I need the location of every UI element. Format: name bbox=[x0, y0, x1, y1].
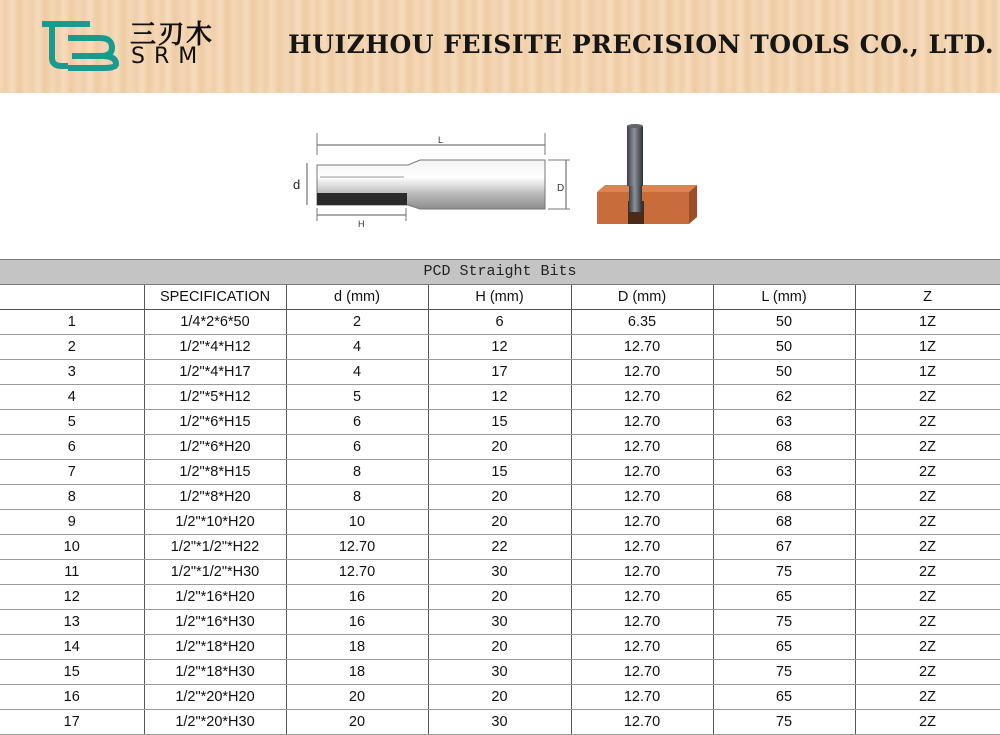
table-cell: 1/2"*16*H30 bbox=[144, 610, 286, 635]
logo-english-text: SRM bbox=[131, 44, 207, 69]
srm-logo-icon bbox=[38, 18, 122, 72]
table-cell: 2Z bbox=[855, 610, 1000, 635]
table-cell: 75 bbox=[713, 610, 855, 635]
table-cell: 1/2"*5*H12 bbox=[144, 385, 286, 410]
company-name: HUIZHOU FEISITE PRECISION TOOLS CO., LTD. bbox=[288, 30, 995, 59]
table-cell: 1Z bbox=[855, 335, 1000, 360]
table-cell: 12.70 bbox=[571, 335, 713, 360]
table-cell: 63 bbox=[713, 460, 855, 485]
table-row bbox=[0, 560, 1000, 585]
table-cell: 16 bbox=[0, 685, 144, 710]
table-cell: 2Z bbox=[855, 660, 1000, 685]
table-cell: 20 bbox=[428, 635, 571, 660]
table-cell: 1/2"*20*H30 bbox=[144, 710, 286, 735]
table-row bbox=[0, 385, 1000, 410]
table-cell: 15 bbox=[428, 410, 571, 435]
table-cell: 17 bbox=[0, 710, 144, 735]
table-cell: 13 bbox=[0, 610, 144, 635]
table-cell: 12.70 bbox=[571, 510, 713, 535]
table-cell: 5 bbox=[0, 410, 144, 435]
table-cell: 12.70 bbox=[571, 560, 713, 585]
table-cell: 2 bbox=[0, 335, 144, 360]
table-cell: 17 bbox=[428, 360, 571, 385]
table-cell: 12.70 bbox=[571, 660, 713, 685]
table-cell: 12.70 bbox=[571, 635, 713, 660]
table-cell: 2Z bbox=[855, 485, 1000, 510]
table-cell: 1/2"*20*H20 bbox=[144, 685, 286, 710]
table-cell: 1/2"*8*H15 bbox=[144, 460, 286, 485]
table-cell: 12.70 bbox=[571, 585, 713, 610]
table-row bbox=[0, 685, 1000, 710]
table-cell: 2Z bbox=[855, 585, 1000, 610]
table-cell: 2Z bbox=[855, 385, 1000, 410]
dim-label-d: d bbox=[293, 177, 301, 192]
table-row bbox=[0, 710, 1000, 735]
table-cell: 50 bbox=[713, 310, 855, 335]
table-cell: 12 bbox=[0, 585, 144, 610]
table-cell: 2 bbox=[286, 310, 428, 335]
table-cell: 16 bbox=[286, 585, 428, 610]
column-header bbox=[0, 285, 144, 310]
table-cell: 30 bbox=[428, 660, 571, 685]
table-cell: 4 bbox=[286, 360, 428, 385]
table-cell: 2Z bbox=[855, 435, 1000, 460]
table-cell: 20 bbox=[428, 585, 571, 610]
table-cell: 1/2"*1/2"*H30 bbox=[144, 560, 286, 585]
table-cell: 12.70 bbox=[571, 710, 713, 735]
table-cell: 1 bbox=[0, 310, 144, 335]
table-cell: 75 bbox=[713, 660, 855, 685]
table-cell: 2Z bbox=[855, 510, 1000, 535]
table-cell: 1/2"*4*H17 bbox=[144, 360, 286, 385]
table-title: PCD Straight Bits bbox=[0, 259, 1000, 285]
column-header: SPECIFICATION bbox=[144, 285, 286, 310]
table-cell: 2Z bbox=[855, 685, 1000, 710]
table-row bbox=[0, 410, 1000, 435]
table-cell: 20 bbox=[428, 510, 571, 535]
table-cell: 75 bbox=[713, 710, 855, 735]
table-cell: 1/2"*16*H20 bbox=[144, 585, 286, 610]
table-cell: 2Z bbox=[855, 535, 1000, 560]
table-cell: 12 bbox=[428, 335, 571, 360]
table-cell: 1/2"*18*H20 bbox=[144, 635, 286, 660]
table-cell: 3 bbox=[0, 360, 144, 385]
table-cell: 15 bbox=[0, 660, 144, 685]
table-cell: 12.70 bbox=[571, 685, 713, 710]
table-cell: 12.70 bbox=[286, 535, 428, 560]
table-row bbox=[0, 510, 1000, 535]
table-cell: 15 bbox=[428, 460, 571, 485]
table-cell: 2Z bbox=[855, 635, 1000, 660]
logo-chinese-text: 三刃木 bbox=[130, 20, 215, 50]
table-row bbox=[0, 485, 1000, 510]
table-cell: 1/2"*6*H20 bbox=[144, 435, 286, 460]
table-cell: 7 bbox=[0, 460, 144, 485]
table-cell: 6 bbox=[0, 435, 144, 460]
table-cell: 10 bbox=[0, 535, 144, 560]
table-cell: 2Z bbox=[855, 410, 1000, 435]
table-cell: 12.70 bbox=[571, 385, 713, 410]
table-cell: 12.70 bbox=[571, 460, 713, 485]
table-cell: 65 bbox=[713, 585, 855, 610]
table-cell: 1/2"*18*H30 bbox=[144, 660, 286, 685]
table-cell: 1/2"*4*H12 bbox=[144, 335, 286, 360]
spec-table bbox=[0, 285, 1000, 735]
dim-label-L: L bbox=[438, 135, 444, 145]
table-cell: 11 bbox=[0, 560, 144, 585]
table-cell: 8 bbox=[286, 460, 428, 485]
table-row bbox=[0, 435, 1000, 460]
table-cell: 22 bbox=[428, 535, 571, 560]
table-cell: 30 bbox=[428, 710, 571, 735]
table-cell: 2Z bbox=[855, 710, 1000, 735]
table-cell: 12.70 bbox=[571, 410, 713, 435]
table-cell: 12 bbox=[428, 385, 571, 410]
table-cell: 1Z bbox=[855, 360, 1000, 385]
dim-label-D: D bbox=[557, 183, 565, 194]
table-row bbox=[0, 610, 1000, 635]
table-cell: 1/2"*10*H20 bbox=[144, 510, 286, 535]
table-cell: 12.70 bbox=[571, 610, 713, 635]
table-cell: 12.70 bbox=[571, 535, 713, 560]
table-row bbox=[0, 535, 1000, 560]
table-cell: 20 bbox=[286, 710, 428, 735]
table-cell: 6 bbox=[428, 310, 571, 335]
table-cell: 5 bbox=[286, 385, 428, 410]
table-cell: 6 bbox=[286, 435, 428, 460]
table-cell: 12.70 bbox=[286, 560, 428, 585]
table-cell: 68 bbox=[713, 510, 855, 535]
table-cell: 12.70 bbox=[571, 360, 713, 385]
table-cell: 4 bbox=[0, 385, 144, 410]
table-cell: 75 bbox=[713, 560, 855, 585]
table-row bbox=[0, 585, 1000, 610]
table-cell: 14 bbox=[0, 635, 144, 660]
table-cell: 68 bbox=[713, 435, 855, 460]
table-cell: 20 bbox=[428, 435, 571, 460]
column-header: H (mm) bbox=[428, 285, 571, 310]
table-cell: 62 bbox=[713, 385, 855, 410]
dim-label-H: H bbox=[358, 219, 365, 229]
table-row bbox=[0, 660, 1000, 685]
column-header: D (mm) bbox=[571, 285, 713, 310]
table-cell: 2Z bbox=[855, 560, 1000, 585]
table-cell: 2Z bbox=[855, 460, 1000, 485]
table-row bbox=[0, 635, 1000, 660]
table-cell: 50 bbox=[713, 335, 855, 360]
router-bit-diagram bbox=[0, 93, 1000, 259]
table-cell: 4 bbox=[286, 335, 428, 360]
table-cell: 67 bbox=[713, 535, 855, 560]
table-cell: 12.70 bbox=[571, 435, 713, 460]
table-cell: 30 bbox=[428, 560, 571, 585]
table-cell: 8 bbox=[0, 485, 144, 510]
table-row bbox=[0, 360, 1000, 385]
table-cell: 50 bbox=[713, 360, 855, 385]
table-cell: 18 bbox=[286, 635, 428, 660]
column-header: Z bbox=[855, 285, 1000, 310]
table-cell: 6.35 bbox=[571, 310, 713, 335]
table-cell: 1/4*2*6*50 bbox=[144, 310, 286, 335]
table-cell: 65 bbox=[713, 635, 855, 660]
spec-table-section bbox=[0, 259, 1000, 735]
table-cell: 30 bbox=[428, 610, 571, 635]
table-cell: 12.70 bbox=[571, 485, 713, 510]
table-cell: 18 bbox=[286, 660, 428, 685]
table-header-row bbox=[0, 285, 1000, 310]
table-cell: 8 bbox=[286, 485, 428, 510]
column-header: d (mm) bbox=[286, 285, 428, 310]
table-cell: 9 bbox=[0, 510, 144, 535]
table-cell: 1/2"*1/2"*H22 bbox=[144, 535, 286, 560]
table-cell: 1/2"*6*H15 bbox=[144, 410, 286, 435]
table-cell: 6 bbox=[286, 410, 428, 435]
table-row bbox=[0, 460, 1000, 485]
table-cell: 20 bbox=[428, 485, 571, 510]
table-row bbox=[0, 335, 1000, 360]
table-cell: 1/2"*8*H20 bbox=[144, 485, 286, 510]
table-cell: 16 bbox=[286, 610, 428, 635]
table-cell: 65 bbox=[713, 685, 855, 710]
table-cell: 10 bbox=[286, 510, 428, 535]
table-cell: 68 bbox=[713, 485, 855, 510]
table-cell: 20 bbox=[286, 685, 428, 710]
product-illustration bbox=[0, 93, 1000, 259]
table-cell: 20 bbox=[428, 685, 571, 710]
column-header: L (mm) bbox=[713, 285, 855, 310]
table-cell: 63 bbox=[713, 410, 855, 435]
table-row bbox=[0, 310, 1000, 335]
header-banner bbox=[0, 0, 1000, 93]
table-cell: 1Z bbox=[855, 310, 1000, 335]
